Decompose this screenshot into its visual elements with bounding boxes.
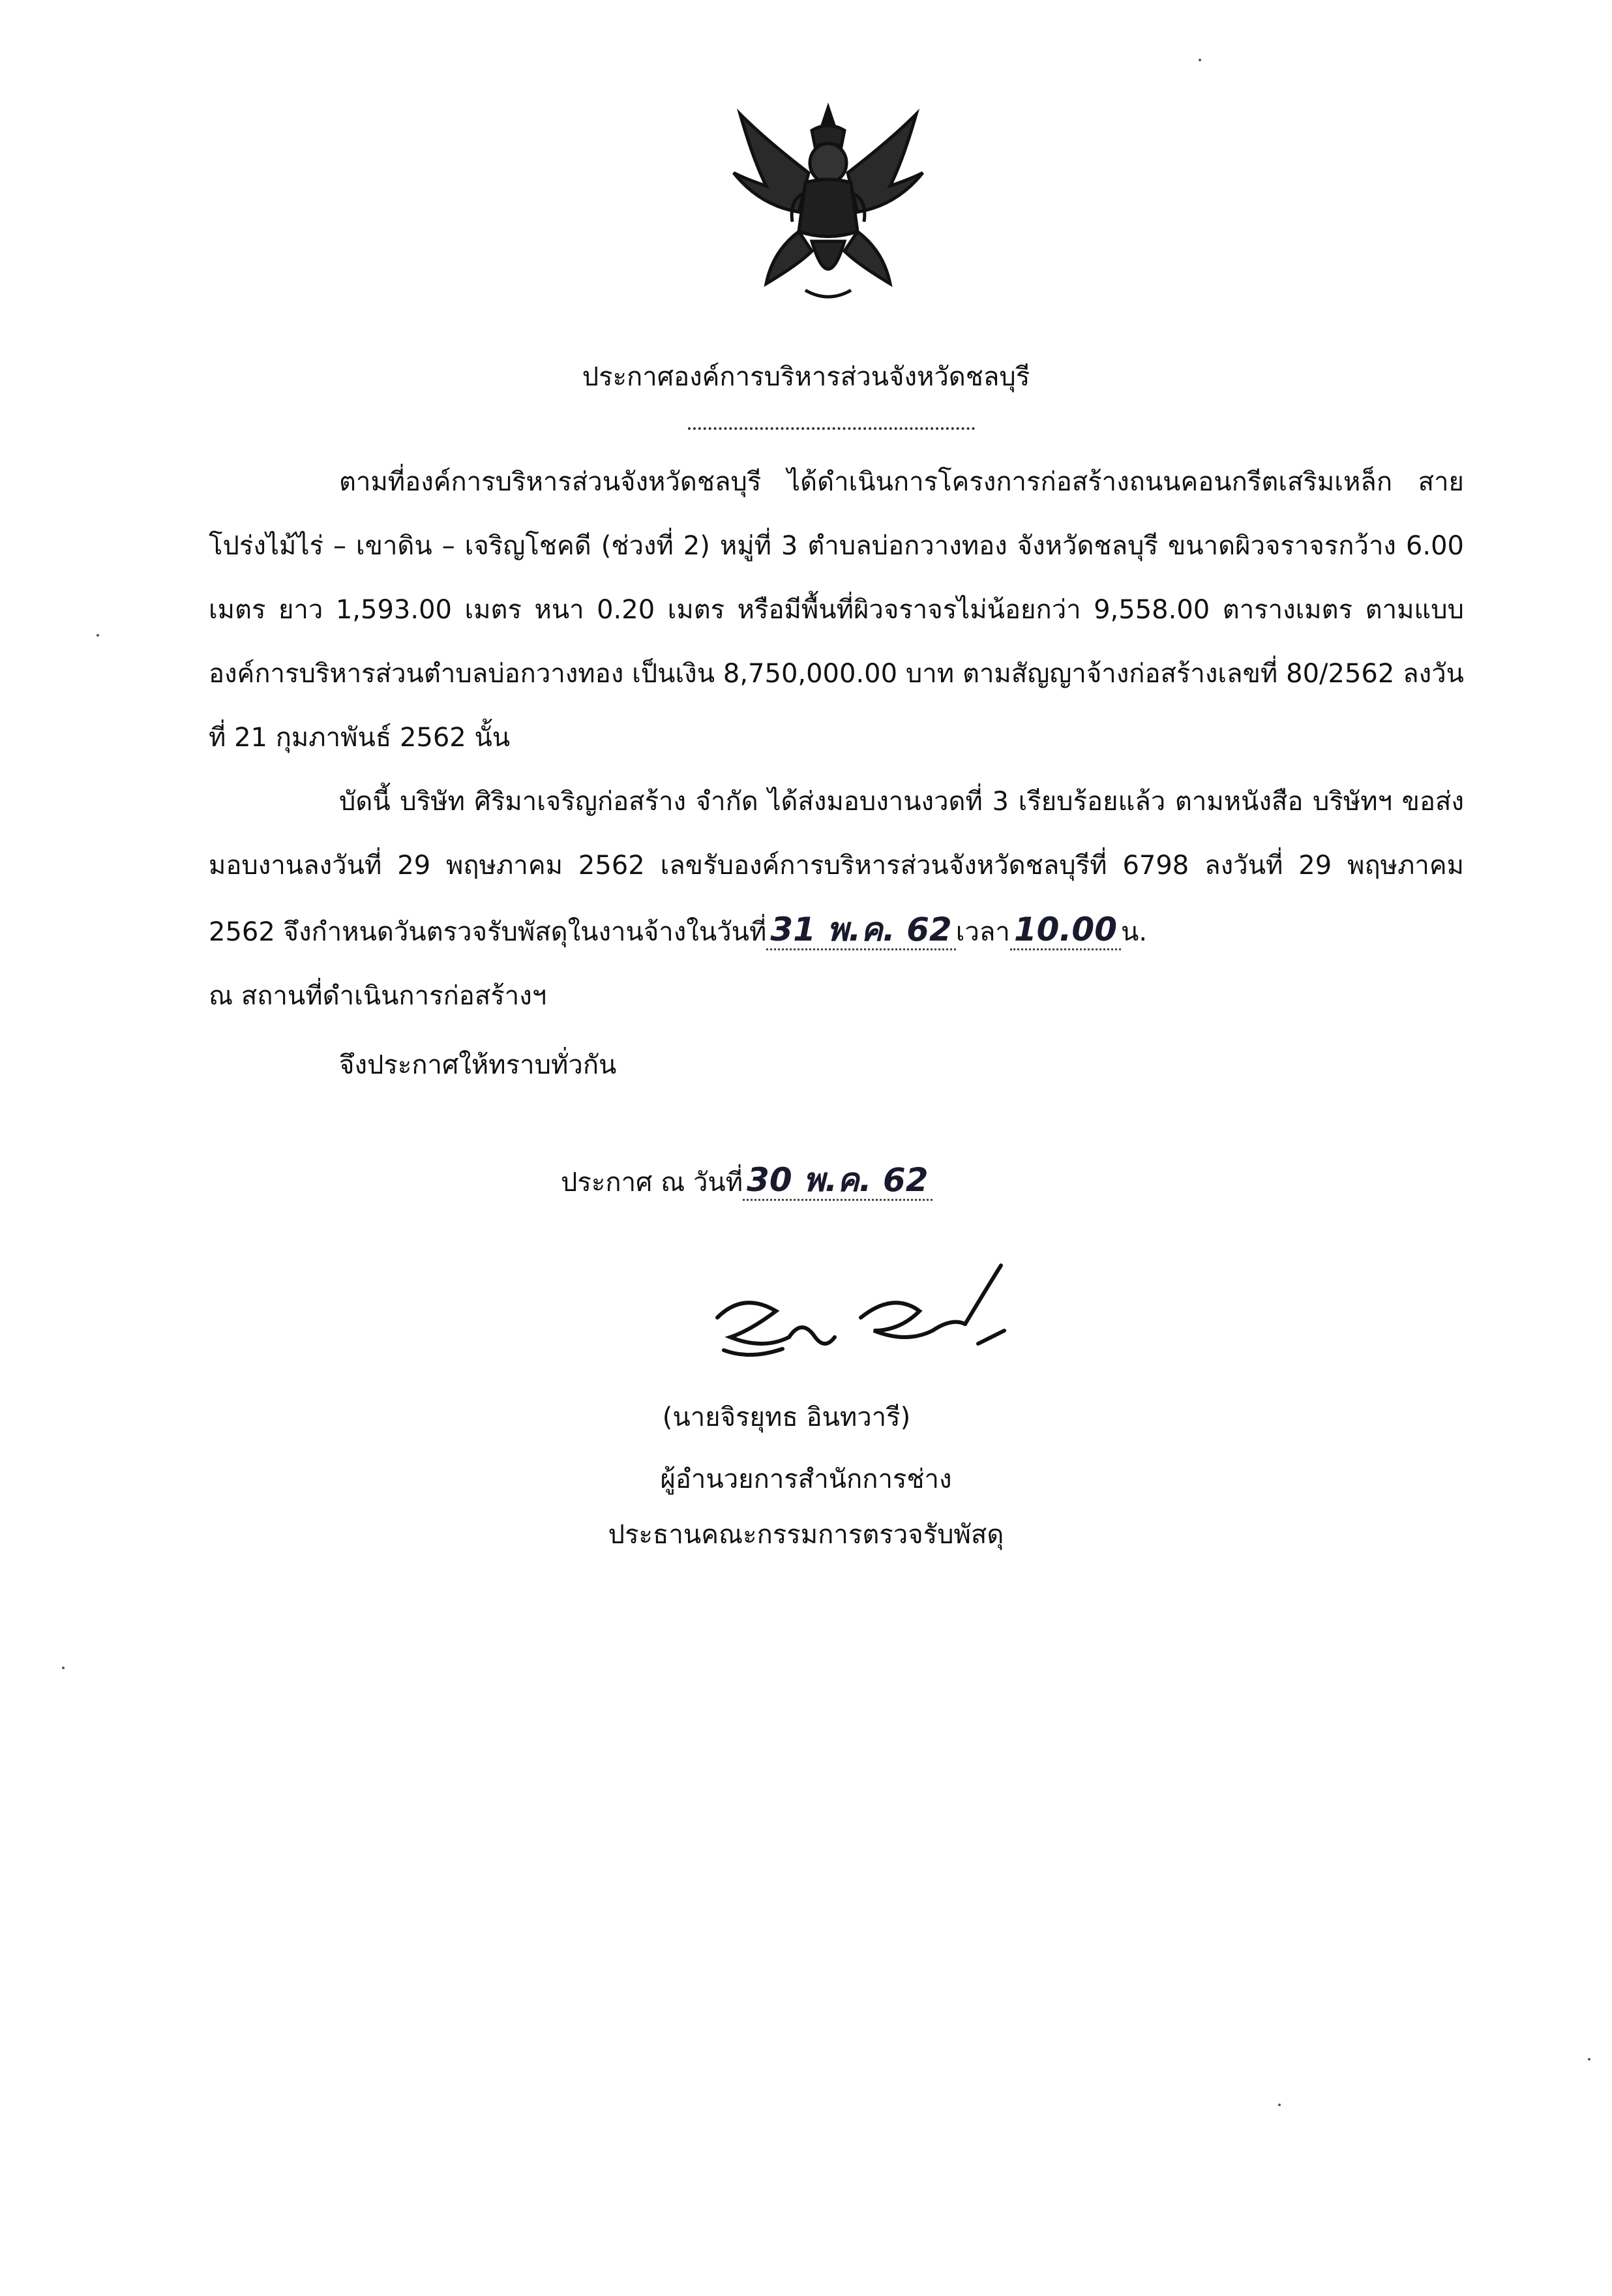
handwritten-signature xyxy=(704,1239,1030,1402)
title-divider xyxy=(688,427,975,430)
document-title: ประกาศองค์การบริหารส่วนจังหวัดชลบุรี xyxy=(582,362,1030,392)
paragraph-delivery xyxy=(209,770,1464,1028)
delivery-text: บัดนี้ บริษัท ศิริมาเจริญก่อสร้าง จำกัด ได้ส่งมอบงานงวดที่ 3 เรียบร้อยแล้ว ตามหนังสือ บริษัทฯ ขอส่งมอบงานลงวันที่ 29 พฤษภาคม 2562 เลขรับองค์การบริหารส่วนจังหวัดชลบุรีที่ 6798 ลงวันที่ 29 พฤษภาคม 2562 จึงกำหนดวันตรวจรับพัสดุในงานจ้างในวันที่ xyxy=(209,787,1464,947)
paragraph-project-details: ตามที่องค์การบริหารส่วนจังหวัดชลบุรี ได้ดำเนินการโครงการก่อสร้างถนนคอนกรีตเสริมเหล็ก สายโปร่งไม้ไร่ – เขาดิน – เจริญโชคดี (ช่วงที่ 2) หมู่ที่ 3 ตำบลบ่อกวางทอง จังหวัดชลบุรี ขนาดผิวจราจรกว้าง 6.00 เมตร ยาว 1,593.00 เมตร หนา 0.20 เมตร หรือมีพื้นที่ผิวจราจรไม่น้อยกว่า 9,558.00 ตารางเมตร ตามแบบองค์การบริหารส่วนตำบลบ่อกวางทอง เป็นเงิน 8,750,000.00 บาท ตามสัญญาจ้างก่อสร้างเลขที่ 80/2562 ลงวันที่ 21 กุมภาพันธ์ 2562 นั้น xyxy=(209,467,1464,753)
signer-position: ผู้อำนวยการสำนักการช่าง xyxy=(660,1464,952,1494)
signer-name: (นายจิรยุทธ อินทวารี) xyxy=(662,1402,911,1432)
time-suffix: น. xyxy=(1120,917,1148,947)
announcement-date-line xyxy=(561,1155,933,1206)
announce-label: ประกาศ ณ วันที่ xyxy=(561,1168,743,1198)
inspection-time-handwritten: 10.00 xyxy=(1010,911,1121,950)
announcement-closing: จึงประกาศให้ทราบทั่วกัน xyxy=(339,1050,617,1080)
signer-role: ประธานคณะกรรมการตรวจรับพัสดุ xyxy=(608,1520,1004,1550)
time-label: เวลา xyxy=(955,917,1010,947)
inspection-date-handwritten: 31 พ.ค. 62 xyxy=(766,911,955,950)
garuda-emblem-icon xyxy=(727,101,929,310)
announce-date-handwritten: 30 พ.ค. 62 xyxy=(743,1161,932,1201)
location-text: ณ สถานที่ดำเนินการก่อสร้างฯ xyxy=(209,981,547,1011)
